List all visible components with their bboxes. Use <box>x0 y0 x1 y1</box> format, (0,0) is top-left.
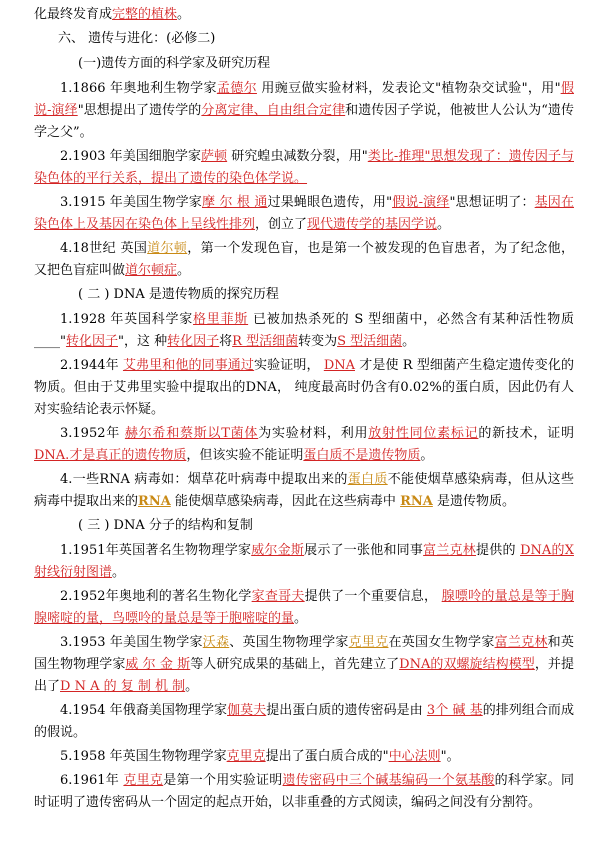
highlighted-term: 。 <box>294 171 308 186</box>
text-run: 的新技术，证明 <box>478 426 574 441</box>
text-run: 已被加热杀死的 S 型细菌中，必然含有某种活性物质 <box>248 312 574 327</box>
text-run: 1.1951年英国著名生物物理学家 <box>60 543 252 558</box>
text-run: ( 二 ) DNA 是遗传物质的探究历程 <box>78 287 279 302</box>
text-run: 转变为 <box>298 334 338 349</box>
text-run: 提出了蛋白质合成的" <box>265 749 389 764</box>
highlighted-term: DNA的双螺旋结构模型 <box>399 657 535 672</box>
highlighted-term: 假说-演绎 <box>34 81 574 118</box>
text-run: 6.1961年 <box>60 773 124 788</box>
text-run: 展示了一张他和同事 <box>304 543 424 558</box>
text-run: 的排列组合而成的假说。 <box>34 703 574 740</box>
highlighted-term: 基因在染色体上及基因在染色体上呈线性排列 <box>34 195 574 232</box>
highlighted-term: 分离定律、自由组合定律 <box>201 103 346 118</box>
paragraph <box>34 4 574 26</box>
text-run: 和英国生物物理学家 <box>34 635 574 672</box>
text-run: "思想提出了遗传学的 <box>77 103 202 118</box>
text-run: 。 <box>185 679 199 694</box>
highlighted-term: DNA的X射线衍射图谱 <box>34 543 574 580</box>
text-run: ，创立了 <box>255 217 308 232</box>
text-run: 实验证明， <box>254 358 324 373</box>
highlighted-term: 赫尔希和蔡斯以T菌体 <box>124 426 259 441</box>
text-run: 和遗传因子学说，他被世人公认为“遗传学之父”。 <box>34 103 574 140</box>
highlighted-term: S 型活细菌 <box>337 334 403 349</box>
text-run: ( 三 ) DNA 分子的结构和复制 <box>78 518 253 533</box>
paragraph <box>34 192 574 236</box>
paragraph <box>34 309 574 353</box>
highlighted-term: DNA <box>323 358 355 373</box>
paragraph <box>34 238 574 282</box>
text-run: 能使烟草感染病毒，因此在这些病毒中 <box>170 494 401 509</box>
highlighted-term: 放射性同位素标记 <box>368 426 479 441</box>
text-run: 将 <box>219 334 233 349</box>
highlighted-term: 富兰克林 <box>494 635 548 650</box>
paragraph <box>34 540 574 584</box>
highlighted-term: 遗传因子与染色体的平行关系，提出了遗传的染色体学说 <box>34 149 574 186</box>
text-run: 。 <box>177 7 191 22</box>
highlighted-term: D N A 的 复 制 机 制 <box>60 679 186 694</box>
highlighted-term: "思想发现了： <box>424 149 509 164</box>
text-run: (一)遗传方面的科学家及研究历程 <box>78 56 271 71</box>
highlighted-term: 3个 碱 基 <box>426 703 483 718</box>
highlighted-term: 艾弗里和他的同事通过 <box>122 358 255 373</box>
text-run: "思想证明了： <box>449 195 535 210</box>
text-run: ，但该实验不能证明 <box>186 448 304 463</box>
text-run: 六、 遗传与进化：(必修二) <box>58 31 216 46</box>
paragraph <box>34 586 574 630</box>
text-run: ，并提出了 <box>34 657 574 694</box>
highlighted-term: R 型活细菌 <box>232 334 299 349</box>
text-run: 2.1952年奥地利的著名生物化学 <box>60 589 252 604</box>
text-run: 1.1928 年英国科学家 <box>60 312 194 327</box>
highlighted-term: 道尔顿 <box>147 241 188 256</box>
text-run: 化最终发育成 <box>34 7 113 22</box>
text-run: 的科学家。同时证明了遗传密码从一个固定的起点开始，以非重叠的方式阅读，编码之间没有分割符。 <box>34 773 574 810</box>
highlighted-term: 现代遗传学的基因学说 <box>307 217 438 232</box>
text-run: ，第一个发现色盲，也是第一个被发现的色盲患者，为了纪念他，又把色盲症叫做 <box>34 241 574 278</box>
paragraph <box>34 423 574 467</box>
text-run: 3.1915 年美国生物学家 <box>60 195 202 210</box>
text-run: 研究蝗虫减数分裂，用" <box>227 149 368 164</box>
text-run: 2.1903 年美国细胞学家 <box>60 149 202 164</box>
paragraph <box>34 746 574 768</box>
text-run: 4.18世纪 英国 <box>60 241 148 256</box>
highlighted-term: 伽莫夫 <box>227 703 267 718</box>
section-heading <box>34 28 574 50</box>
text-run: 、英国生物物理学家 <box>229 635 349 650</box>
paragraph <box>34 355 574 421</box>
highlighted-term: 威尔金斯 <box>251 543 305 558</box>
text-run: 才是使 R 型细菌产生稳定遗传变化的物质。但由于艾弗里实验中提取出的DNA， 纯度最高时仍含有0.02%的蛋白质，因此仍有人对实验结论表示怀疑。 <box>34 358 575 417</box>
text-run: 5.1958 年英国生物物理学家 <box>60 749 227 764</box>
highlighted-term: 中心法则 <box>388 749 441 764</box>
highlighted-term: 萨顿 <box>201 149 228 164</box>
text-run: "，这 种 <box>118 334 168 349</box>
highlighted-term: 遗传密码中三个碱基编码一个氨基酸 <box>282 773 495 788</box>
highlighted-term: 克里克 <box>348 635 389 650</box>
text-run: 4.1954 年俄裔美国物理学家 <box>60 703 228 718</box>
text-run: 。 <box>420 448 434 463</box>
paragraph <box>34 78 574 144</box>
text-run: 提供了一个重要信息， <box>304 589 442 604</box>
subsection-heading <box>34 284 574 306</box>
highlighted-term: 格里菲斯 <box>193 312 249 327</box>
highlighted-term: 类比-推理 <box>367 149 425 164</box>
highlighted-term: 道尔顿症 <box>125 263 178 278</box>
text-run: " <box>60 334 66 349</box>
highlighted-term: 孟德尔 <box>216 81 257 96</box>
highlighted-term: 蛋白质不是遗传物质 <box>303 448 421 463</box>
text-run: 。 <box>112 565 126 580</box>
text-run: 。 <box>402 334 416 349</box>
subsection-heading <box>34 53 574 75</box>
highlighted-term: 富兰克林 <box>423 543 477 558</box>
text-run: 。 <box>294 611 308 626</box>
highlighted-term: 假说-演绎 <box>392 195 450 210</box>
text-run: 等人研究成果的基础上，首先建立了 <box>190 657 400 672</box>
text-run: 3.1953 年美国生物学家 <box>60 635 203 650</box>
subsection-heading <box>34 515 574 537</box>
highlighted-term: 完整的植株 <box>112 7 178 22</box>
highlighted-term: 克里克 <box>123 773 164 788</box>
highlighted-term: 腺嘌呤的量总是等于胸腺嘧啶的量，鸟嘌呤的量总是等于胞嘧啶的量 <box>34 589 574 626</box>
highlighted-term: RNA <box>400 494 433 509</box>
highlighted-term: 摩 尔 根 通 <box>201 195 268 210</box>
text-run: 是遗传物质。 <box>432 494 515 509</box>
highlighted-term: DNA.才是真正的遗传物质 <box>34 448 187 463</box>
text-run: 为实验材料，利用 <box>258 426 369 441</box>
text-run: 1.1866 年奥地利生物学家 <box>60 81 217 96</box>
paragraph <box>34 146 574 190</box>
text-run: 3.1952年 <box>60 426 125 441</box>
paragraph <box>34 770 574 814</box>
text-run: "。 <box>440 749 460 764</box>
highlighted-term: 克里克 <box>226 749 266 764</box>
highlighted-term: 蛋白质 <box>347 472 388 487</box>
text-run: 2.1944年 <box>60 358 123 373</box>
text-run: 4.一些RNA 病毒如：烟草花叶病毒中提取出来的 <box>60 472 348 487</box>
paragraph <box>34 469 574 513</box>
highlighted-term: 威 尔 金 斯 <box>125 657 191 672</box>
text-run: 提出蛋白质的遗传密码是由 <box>266 703 427 718</box>
highlighted-term: 沃森 <box>202 635 230 650</box>
text-run: ____ <box>34 334 60 349</box>
highlighted-term: 转化因子 <box>65 334 118 349</box>
text-run: 用豌豆做实验材料，发表论文"植物杂交试验"，用" <box>256 81 561 96</box>
text-run: 提供的 <box>476 543 521 558</box>
highlighted-term: RNA <box>138 494 171 509</box>
paragraph <box>34 632 574 698</box>
text-run: 。 <box>437 217 451 232</box>
text-run: 不能使烟草感染病毒，但从这些病毒中提取出来的 <box>34 472 574 509</box>
text-run: 是第一个用实验证明 <box>163 773 283 788</box>
highlighted-term: 家查哥夫 <box>251 589 305 604</box>
text-run: 。 <box>177 263 191 278</box>
paragraph <box>34 700 574 744</box>
text-run: 过果蝇眼色遗传，用" <box>267 195 393 210</box>
text-run: 在英国女生物学家 <box>388 635 495 650</box>
highlighted-term: 转化因子 <box>167 334 220 349</box>
